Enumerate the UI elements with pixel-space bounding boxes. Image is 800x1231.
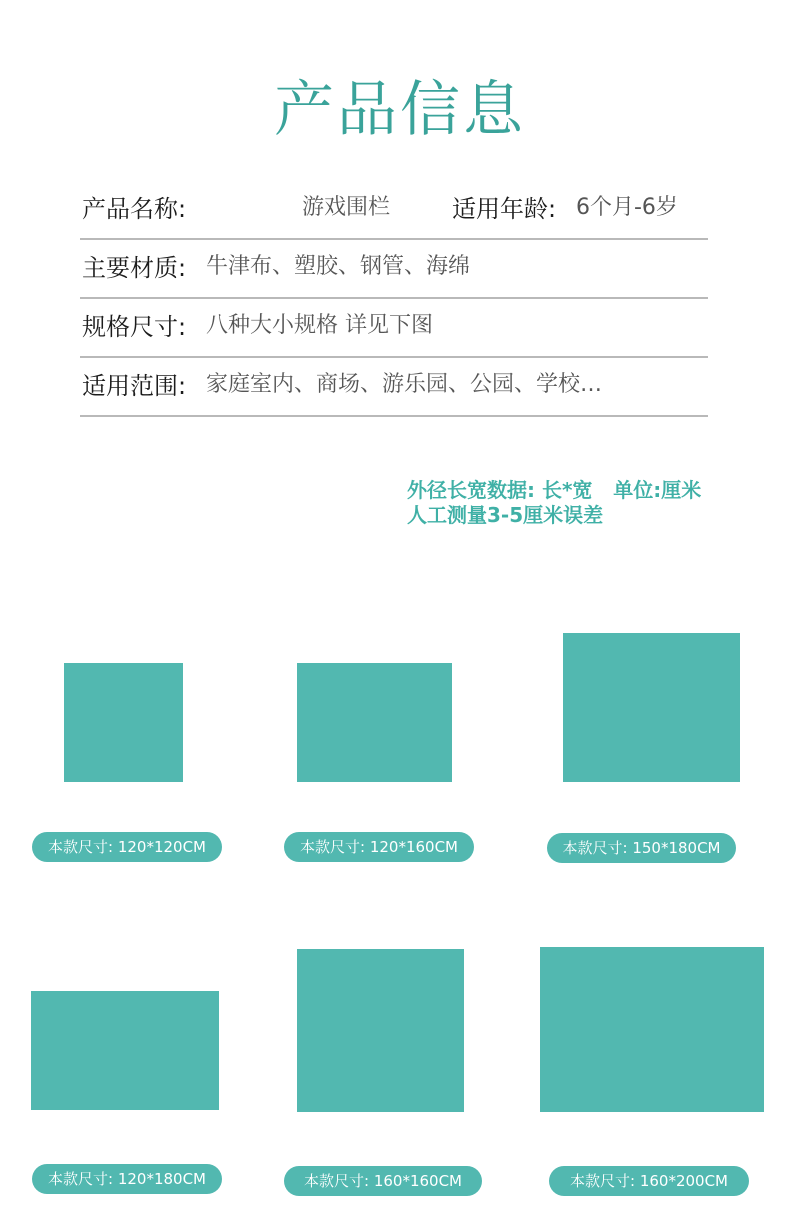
size-label-150x180: 本款尺寸: 150*180CM xyxy=(547,833,736,863)
age-label: 适用年龄: xyxy=(452,195,557,223)
scope-label: 适用范围: xyxy=(82,372,187,400)
material-label: 主要材质: xyxy=(82,254,187,282)
size-label-160x160: 本款尺寸: 160*160CM xyxy=(284,1166,482,1196)
size-swatch-160x200 xyxy=(540,947,764,1112)
name-value: 游戏围栏 xyxy=(302,195,391,220)
size-label-120x120: 本款尺寸: 120*120CM xyxy=(32,832,222,862)
info-row-scope xyxy=(80,357,708,417)
size-swatch-120x120 xyxy=(64,663,183,782)
age-value: 6个月-6岁 xyxy=(576,195,678,220)
info-row-name xyxy=(80,180,708,240)
size-value: 八种大小规格 详见下图 xyxy=(206,313,433,338)
size-swatch-150x180 xyxy=(563,633,740,782)
size-label-120x160: 本款尺寸: 120*160CM xyxy=(284,832,474,862)
size-swatch-120x160 xyxy=(297,663,452,782)
size-swatch-120x180 xyxy=(31,991,219,1110)
size-label-160x200: 本款尺寸: 160*200CM xyxy=(549,1166,749,1196)
material-value: 牛津布、塑胶、钢管、海绵 xyxy=(206,254,471,279)
size-swatch-160x160 xyxy=(297,949,464,1112)
measurement-note-line2: 人工测量3-5厘米误差 xyxy=(407,503,604,527)
page-title: 产品信息 xyxy=(274,75,526,145)
info-row-material xyxy=(80,239,708,299)
name-label: 产品名称: xyxy=(82,195,187,223)
measurement-note-line1: 外径长宽数据: 长*宽 单位:厘米 xyxy=(407,478,702,502)
size-label-120x180: 本款尺寸: 120*180CM xyxy=(32,1164,222,1194)
size-label: 规格尺寸: xyxy=(82,313,187,341)
scope-value: 家庭室内、商场、游乐园、公园、学校… xyxy=(206,372,603,397)
info-row-size xyxy=(80,298,708,358)
